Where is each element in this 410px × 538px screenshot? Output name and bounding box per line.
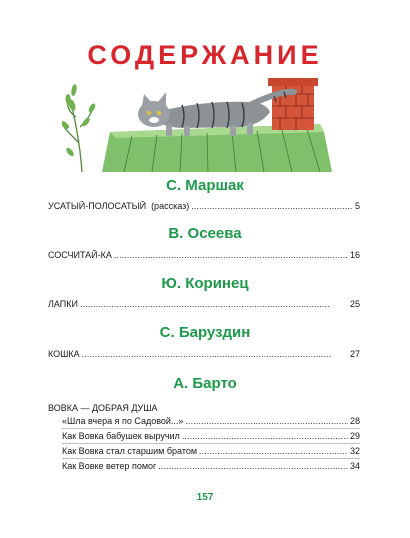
entry-title: СОСЧИТАЙ-КА bbox=[48, 250, 112, 260]
author-barto: А. Барто bbox=[173, 375, 237, 392]
entry-title: Как Вовка бабушек выручил bbox=[62, 431, 180, 441]
toc-entry[interactable] bbox=[62, 446, 360, 456]
entry-title: ЛАПКИ bbox=[48, 299, 78, 309]
entry-title: УСАТЫЙ-ПОЛОСАТЫЙ bbox=[48, 201, 147, 211]
toc-entry[interactable] bbox=[48, 201, 360, 211]
leader-dots bbox=[191, 201, 353, 211]
entry-page: 27 bbox=[349, 349, 360, 359]
leader-dots bbox=[182, 431, 348, 441]
entry-note: (рассказ) bbox=[151, 201, 190, 211]
toc-entry[interactable] bbox=[48, 349, 360, 359]
entry-title: Как Вовке ветер помог bbox=[62, 461, 157, 471]
toc-entry[interactable] bbox=[62, 461, 360, 471]
entry-title: Как Вовка стал старшим братом bbox=[62, 446, 198, 456]
divider bbox=[62, 443, 360, 444]
entry-page: 28 bbox=[349, 416, 360, 426]
leader-dots bbox=[82, 349, 348, 359]
chimney-icon bbox=[268, 78, 318, 130]
leader-dots bbox=[80, 299, 348, 309]
group-title: ВОВКА — ДОБРАЯ ДУША bbox=[48, 403, 158, 413]
author-baruzdin: С. Баруздин bbox=[159, 324, 251, 341]
divider bbox=[62, 428, 360, 429]
entry-page: 5 bbox=[354, 201, 360, 211]
toc-entry[interactable] bbox=[48, 250, 360, 260]
divider bbox=[62, 458, 360, 459]
leader-dots bbox=[199, 446, 348, 456]
toc-entry[interactable] bbox=[62, 431, 360, 441]
entry-page: 16 bbox=[349, 250, 360, 260]
page-number: 157 bbox=[196, 492, 214, 503]
entry-page: 29 bbox=[349, 431, 360, 441]
entry-title: КОШКА bbox=[48, 349, 80, 359]
author-korinets: Ю. Коринец bbox=[161, 275, 249, 292]
toc-entry[interactable] bbox=[48, 299, 360, 309]
entry-page: 32 bbox=[349, 446, 360, 456]
cat-on-roof-illustration bbox=[62, 72, 362, 172]
roof-icon bbox=[102, 124, 332, 172]
page-title: СОДЕРЖАНИЕ bbox=[87, 40, 323, 70]
leader-dots bbox=[114, 250, 348, 260]
entry-page: 25 bbox=[349, 299, 360, 309]
author-oseeva: В. Осеева bbox=[168, 225, 242, 242]
toc-entry[interactable] bbox=[62, 416, 360, 426]
author-marshak: С. Маршак bbox=[166, 177, 244, 194]
entry-page: 34 bbox=[349, 461, 360, 471]
leader-dots bbox=[185, 416, 348, 426]
entry-title: «Шла вчера я по Садовой...» bbox=[62, 416, 184, 426]
leader-dots bbox=[158, 461, 348, 471]
branch-icon bbox=[64, 100, 92, 172]
